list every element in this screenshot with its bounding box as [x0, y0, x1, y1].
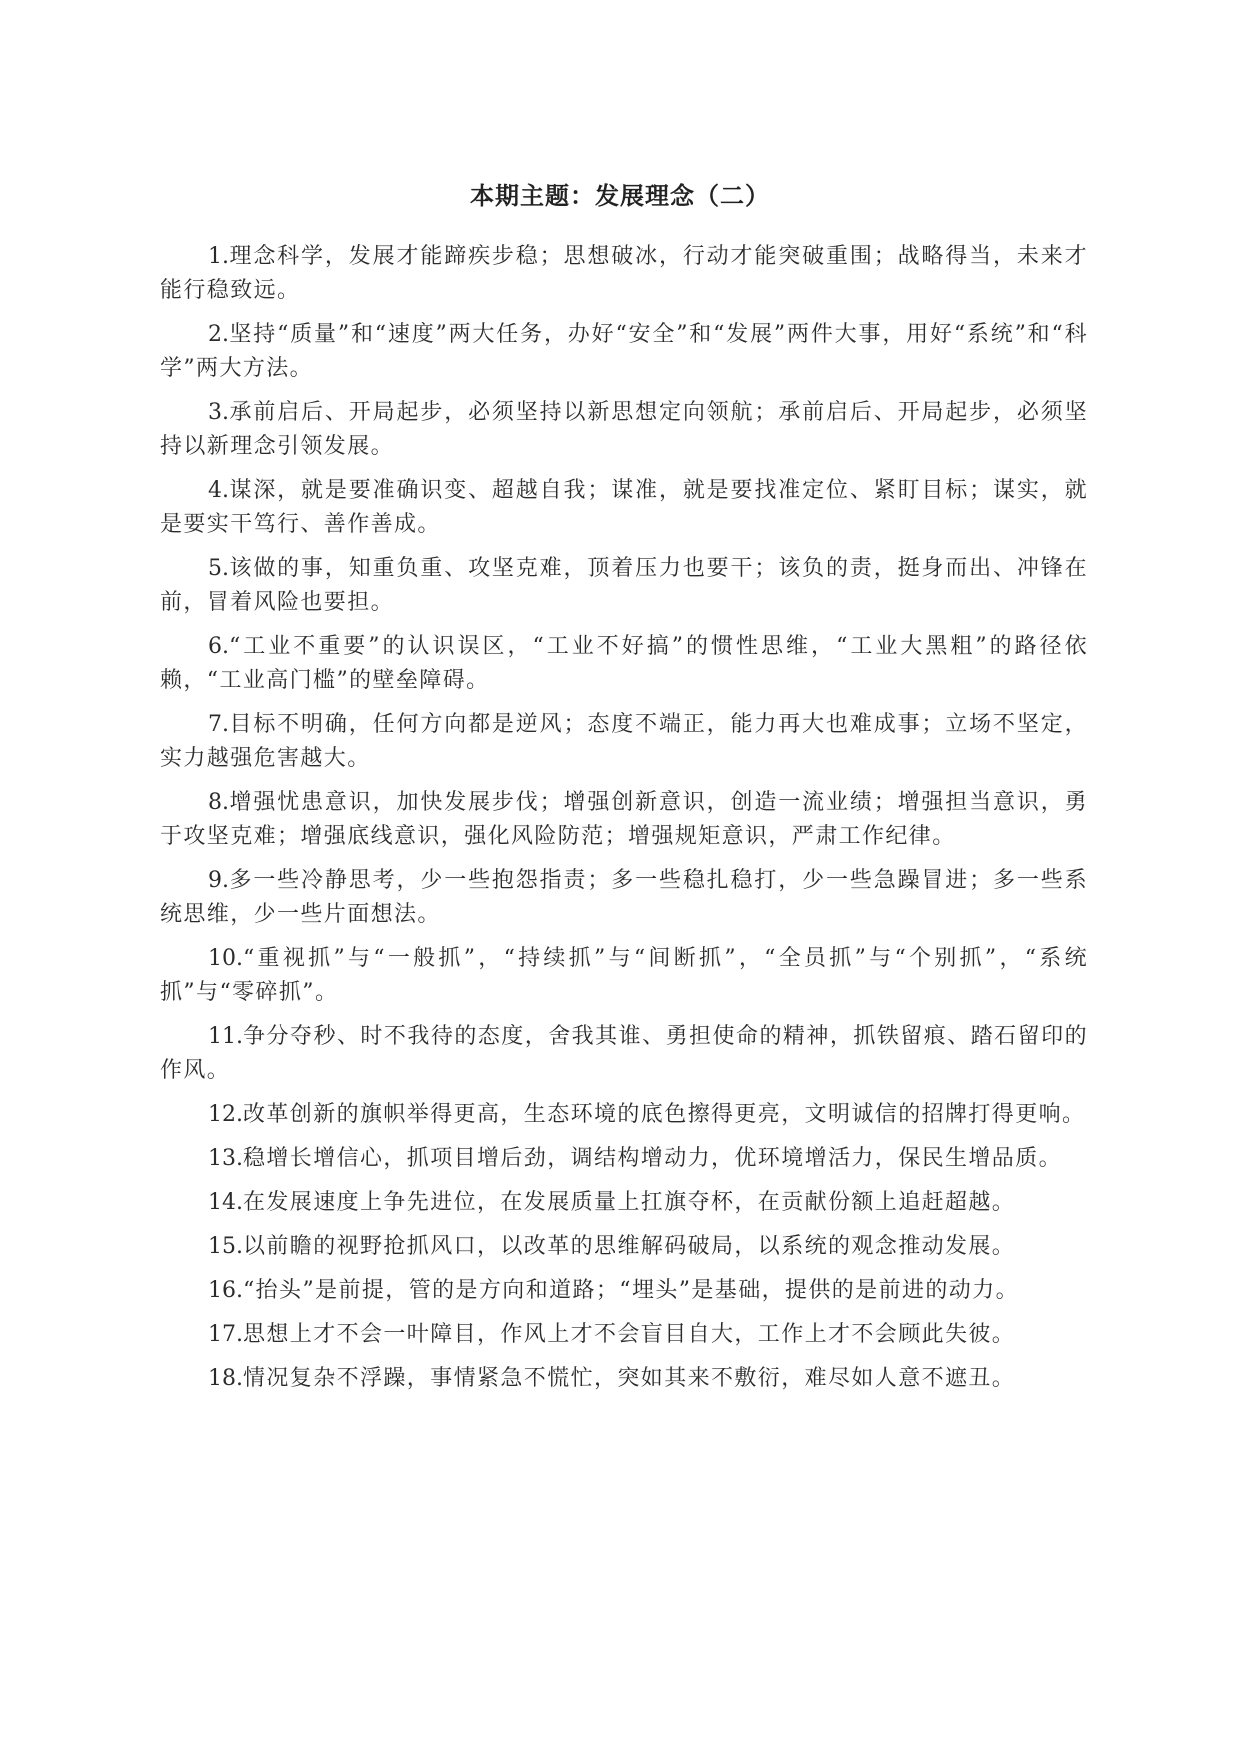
item-text: 情况复杂不浮躁，事情紧急不慌忙，突如其来不敷衍，难尽如人意不遮丑。 — [243, 1366, 1016, 1391]
list-item — [160, 1274, 1088, 1308]
item-text: “抬头”是前提，管的是方向和道路；“埋头”是基础，提供的是前进的动力。 — [243, 1278, 1019, 1303]
list-item — [160, 708, 1088, 776]
item-number: 10. — [208, 946, 243, 971]
item-text: 以前瞻的视野抢抓风口，以改革的思维解码破局，以系统的观念推动发展。 — [243, 1234, 1016, 1259]
item-text: 争分夺秒、时不我待的态度，舍我其谁、勇担使命的精神，抓铁留痕、踏石留印的作风。 — [160, 1024, 1088, 1083]
item-text: 目标不明确，任何方向都是逆风；态度不端正，能力再大也难成事；立场不坚定，实力越强危害越大。 — [160, 712, 1088, 771]
list-item — [160, 1362, 1088, 1396]
list-item — [160, 630, 1088, 698]
list-item — [160, 396, 1088, 464]
item-number: 18. — [208, 1366, 243, 1391]
item-text: 稳增长增信心，抓项目增后劲，调结构增动力，优环境增活力，保民生增品质。 — [243, 1146, 1063, 1171]
list-item — [160, 318, 1088, 386]
item-number: 13. — [208, 1146, 243, 1171]
item-text: 多一些冷静思考，少一些抱怨指责；多一些稳扎稳打，少一些急躁冒进；多一些系统思维，少一些片面想法。 — [160, 868, 1088, 927]
list-item — [160, 942, 1088, 1010]
document-body — [160, 240, 1088, 1406]
list-item — [160, 1186, 1088, 1220]
item-text: 坚持“质量”和“速度”两大任务，办好“安全”和“发展”两件大事，用好“系统”和“科学”两大方法。 — [160, 322, 1088, 381]
item-text: “工业不重要”的认识误区，“工业不好搞”的惯性思维，“工业大黑粗”的路径依赖，“工业高门槛”的壁垒障碍。 — [160, 634, 1088, 693]
item-text: 该做的事，知重负重、攻坚克难，顶着压力也要干；该负的责，挺身而出、冲锋在前，冒着风险也要担。 — [160, 556, 1088, 615]
list-item — [160, 1098, 1088, 1132]
item-number: 14. — [208, 1190, 243, 1215]
list-item — [160, 240, 1088, 308]
item-text: 增强忧患意识，加快发展步伐；增强创新意识，创造一流业绩；增强担当意识，勇于攻坚克难；增强底线意识，强化风险防范；增强规矩意识，严肃工作纪律。 — [160, 790, 1088, 849]
list-item — [160, 1318, 1088, 1352]
page-title: 本期主题：发展理念（二） — [470, 182, 770, 210]
item-number: 15. — [208, 1234, 243, 1259]
item-text: 在发展速度上争先进位，在发展质量上扛旗夺杯，在贡献份额上追赶超越。 — [243, 1190, 1016, 1215]
item-number: 7. — [208, 712, 229, 737]
item-number: 16. — [208, 1278, 243, 1303]
list-item — [160, 864, 1088, 932]
item-number: 5. — [208, 556, 229, 581]
item-text: 改革创新的旗帜举得更高，生态环境的底色擦得更亮，文明诚信的招牌打得更响。 — [243, 1102, 1086, 1127]
item-number: 2. — [208, 322, 229, 347]
item-number: 12. — [208, 1102, 243, 1127]
item-number: 1. — [208, 244, 229, 269]
item-number: 8. — [208, 790, 229, 815]
item-number: 9. — [208, 868, 229, 893]
list-item — [160, 552, 1088, 620]
list-item — [160, 474, 1088, 542]
item-text: 谋深，就是要准确识变、超越自我；谋准，就是要找准定位、紧盯目标；谋实，就是要实干笃行、善作善成。 — [160, 478, 1088, 537]
list-item — [160, 1142, 1088, 1176]
list-item — [160, 1020, 1088, 1088]
item-number: 11. — [208, 1024, 243, 1049]
item-number: 3. — [208, 400, 229, 425]
item-number: 17. — [208, 1322, 243, 1347]
item-text: 承前启后、开局起步，必须坚持以新思想定向领航；承前启后、开局起步，必须坚持以新理念引领发展。 — [160, 400, 1088, 459]
item-number: 4. — [208, 478, 229, 503]
item-text: 理念科学，发展才能蹄疾步稳；思想破冰，行动才能突破重围；战略得当，未来才能行稳致远。 — [160, 244, 1088, 303]
item-text: 思想上才不会一叶障目，作风上才不会盲目自大，工作上才不会顾此失彼。 — [243, 1322, 1016, 1347]
item-number: 6. — [208, 634, 229, 659]
list-item — [160, 1230, 1088, 1264]
item-text: “重视抓”与“一般抓”，“持续抓”与“间断抓”，“全员抓”与“个别抓”，“系统抓”与“零碎抓”。 — [160, 946, 1088, 1005]
list-item — [160, 786, 1088, 854]
